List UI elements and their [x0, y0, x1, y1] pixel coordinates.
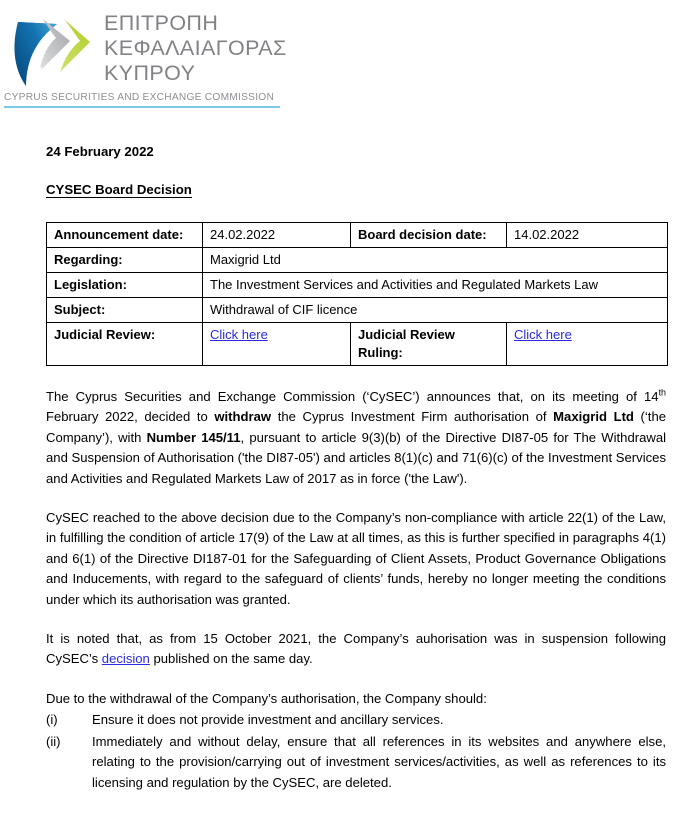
cell-subject-label: Subject: [47, 298, 203, 323]
cell-judicial-review-ruling-label: Judicial Review Ruling: [351, 323, 507, 366]
p1-bold-withdraw: withdraw [214, 409, 272, 425]
judicial-review-link[interactable]: Click here [210, 327, 268, 342]
p1-text-5: , pursuant to article 9(3)(b) of the Directive DI87-05 for The Withdrawal and Suspension of Authorisation ('the DI87-05') and articles 8(1)(c) and 71(6)(c) of the Investment Services and Activities and Regulated Markets Law of 2017 as in force ('the Law'). [46, 429, 667, 486]
list-item-text: Ensure it does not provide investment and ancillary services. [92, 712, 444, 728]
cell-regarding-value: Maxigrid Ltd [203, 248, 668, 273]
list-item [46, 710, 666, 730]
obligations-lead-in: Due to the withdrawal of the Company’s authorisation, the Company should: [46, 690, 487, 706]
cell-legislation-value: The Investment Services and Activities and Regulated Markets Law [203, 273, 668, 298]
table-row [47, 223, 668, 248]
list-item-marker: (i) [46, 712, 58, 728]
logo-greek-line-2: ΚΕΦΑΛΑΙΑΓΟΡΑΣ [104, 36, 287, 60]
document-date: 24 February 2022 [46, 144, 154, 159]
p1-bold-licence-number: Number 145/11 [146, 429, 241, 445]
cell-announcement-date-label: Announcement date: [47, 223, 203, 248]
cell-board-decision-date-label: Board decision date: [351, 223, 507, 248]
logo-wordmark [104, 11, 287, 86]
decision-info-table [46, 222, 668, 366]
judicial-review-ruling-link[interactable]: Click here [514, 327, 572, 342]
list-item-text: Immediately and without delay, ensure that all references in its websites and anywhere else, relating to the provision/carrying out of investment services/activities, as well as references to its licensing and regulation by the CySEC, are deleted. [92, 733, 666, 790]
page-title: CYSEC Board Decision [46, 182, 192, 197]
table-row [47, 298, 668, 323]
p1-bold-company-name: Maxigrid Ltd [553, 409, 634, 425]
p3-text-2: published on the same day. [149, 651, 313, 667]
list-item-marker: (ii) [46, 733, 61, 749]
logo-subtitle-wrap [4, 92, 280, 108]
cysec-chevron-logo-icon [10, 10, 94, 92]
obligations-list [46, 710, 666, 793]
p1-text-4: (‘the Company’), with [46, 409, 667, 445]
cell-legislation-label: Legislation: [47, 273, 203, 298]
cell-board-decision-date-value: 14.02.2022 [507, 223, 668, 248]
p1-text-3: the Cyprus Investment Firm authorisation of [271, 409, 554, 425]
cell-judicial-review-value[interactable] [203, 323, 351, 366]
document-body [0, 144, 676, 793]
cell-judicial-review-ruling-value[interactable] [507, 323, 668, 366]
decision-link[interactable]: decision [101, 651, 150, 667]
logo-greek-line-1: ΕΠΙΤΡΟΠΗ [104, 11, 219, 35]
cell-judicial-review-label: Judicial Review: [47, 323, 203, 366]
p1-text-1: The Cyprus Securities and Exchange Commission (‘CySEC’) announces that, on its meeting of 14 [46, 389, 659, 404]
table-row [47, 273, 668, 298]
p3-text-1: It is noted that, as from 15 October 2021, the Company’s auhorisation was in suspension following CySEC’s [46, 631, 666, 667]
table-row [47, 323, 668, 366]
letterhead-divider [4, 106, 280, 108]
paragraph-suspension-note [46, 629, 666, 670]
p1-text-2: February 2022, decided to [46, 409, 215, 425]
table-row [47, 248, 668, 273]
logo-block [4, 0, 676, 92]
list-item [46, 732, 666, 793]
p1-ordinal-suffix: th [658, 387, 666, 398]
cell-announcement-date-value: 24.02.2022 [203, 223, 351, 248]
paragraph-reasoning: CySEC reached to the above decision due to the Company’s non-compliance with article 22(1) of the Law, in fulfilling the condition of article 17(9) of the Law at all times, as this is further specified in paragraphs 4(1) and 6(1) of the Directive DI187-01 for the Safeguarding of Client Assets, Product Governance Obligations and Inducements, with regard to the safeguard of clients’ funds, hereby no longer meeting the conditions under which its authorisation was granted. [46, 510, 666, 607]
cell-subject-value: Withdrawal of CIF licence [203, 298, 668, 323]
cell-regarding-label: Regarding: [47, 248, 203, 273]
paragraph-announcement [46, 387, 666, 489]
logo-greek-line-3: ΚΥΠΡΟΥ [104, 61, 196, 85]
logo-subtitle: CYPRUS SECURITIES AND EXCHANGE COMMISSION [4, 92, 275, 103]
letterhead [0, 0, 676, 118]
